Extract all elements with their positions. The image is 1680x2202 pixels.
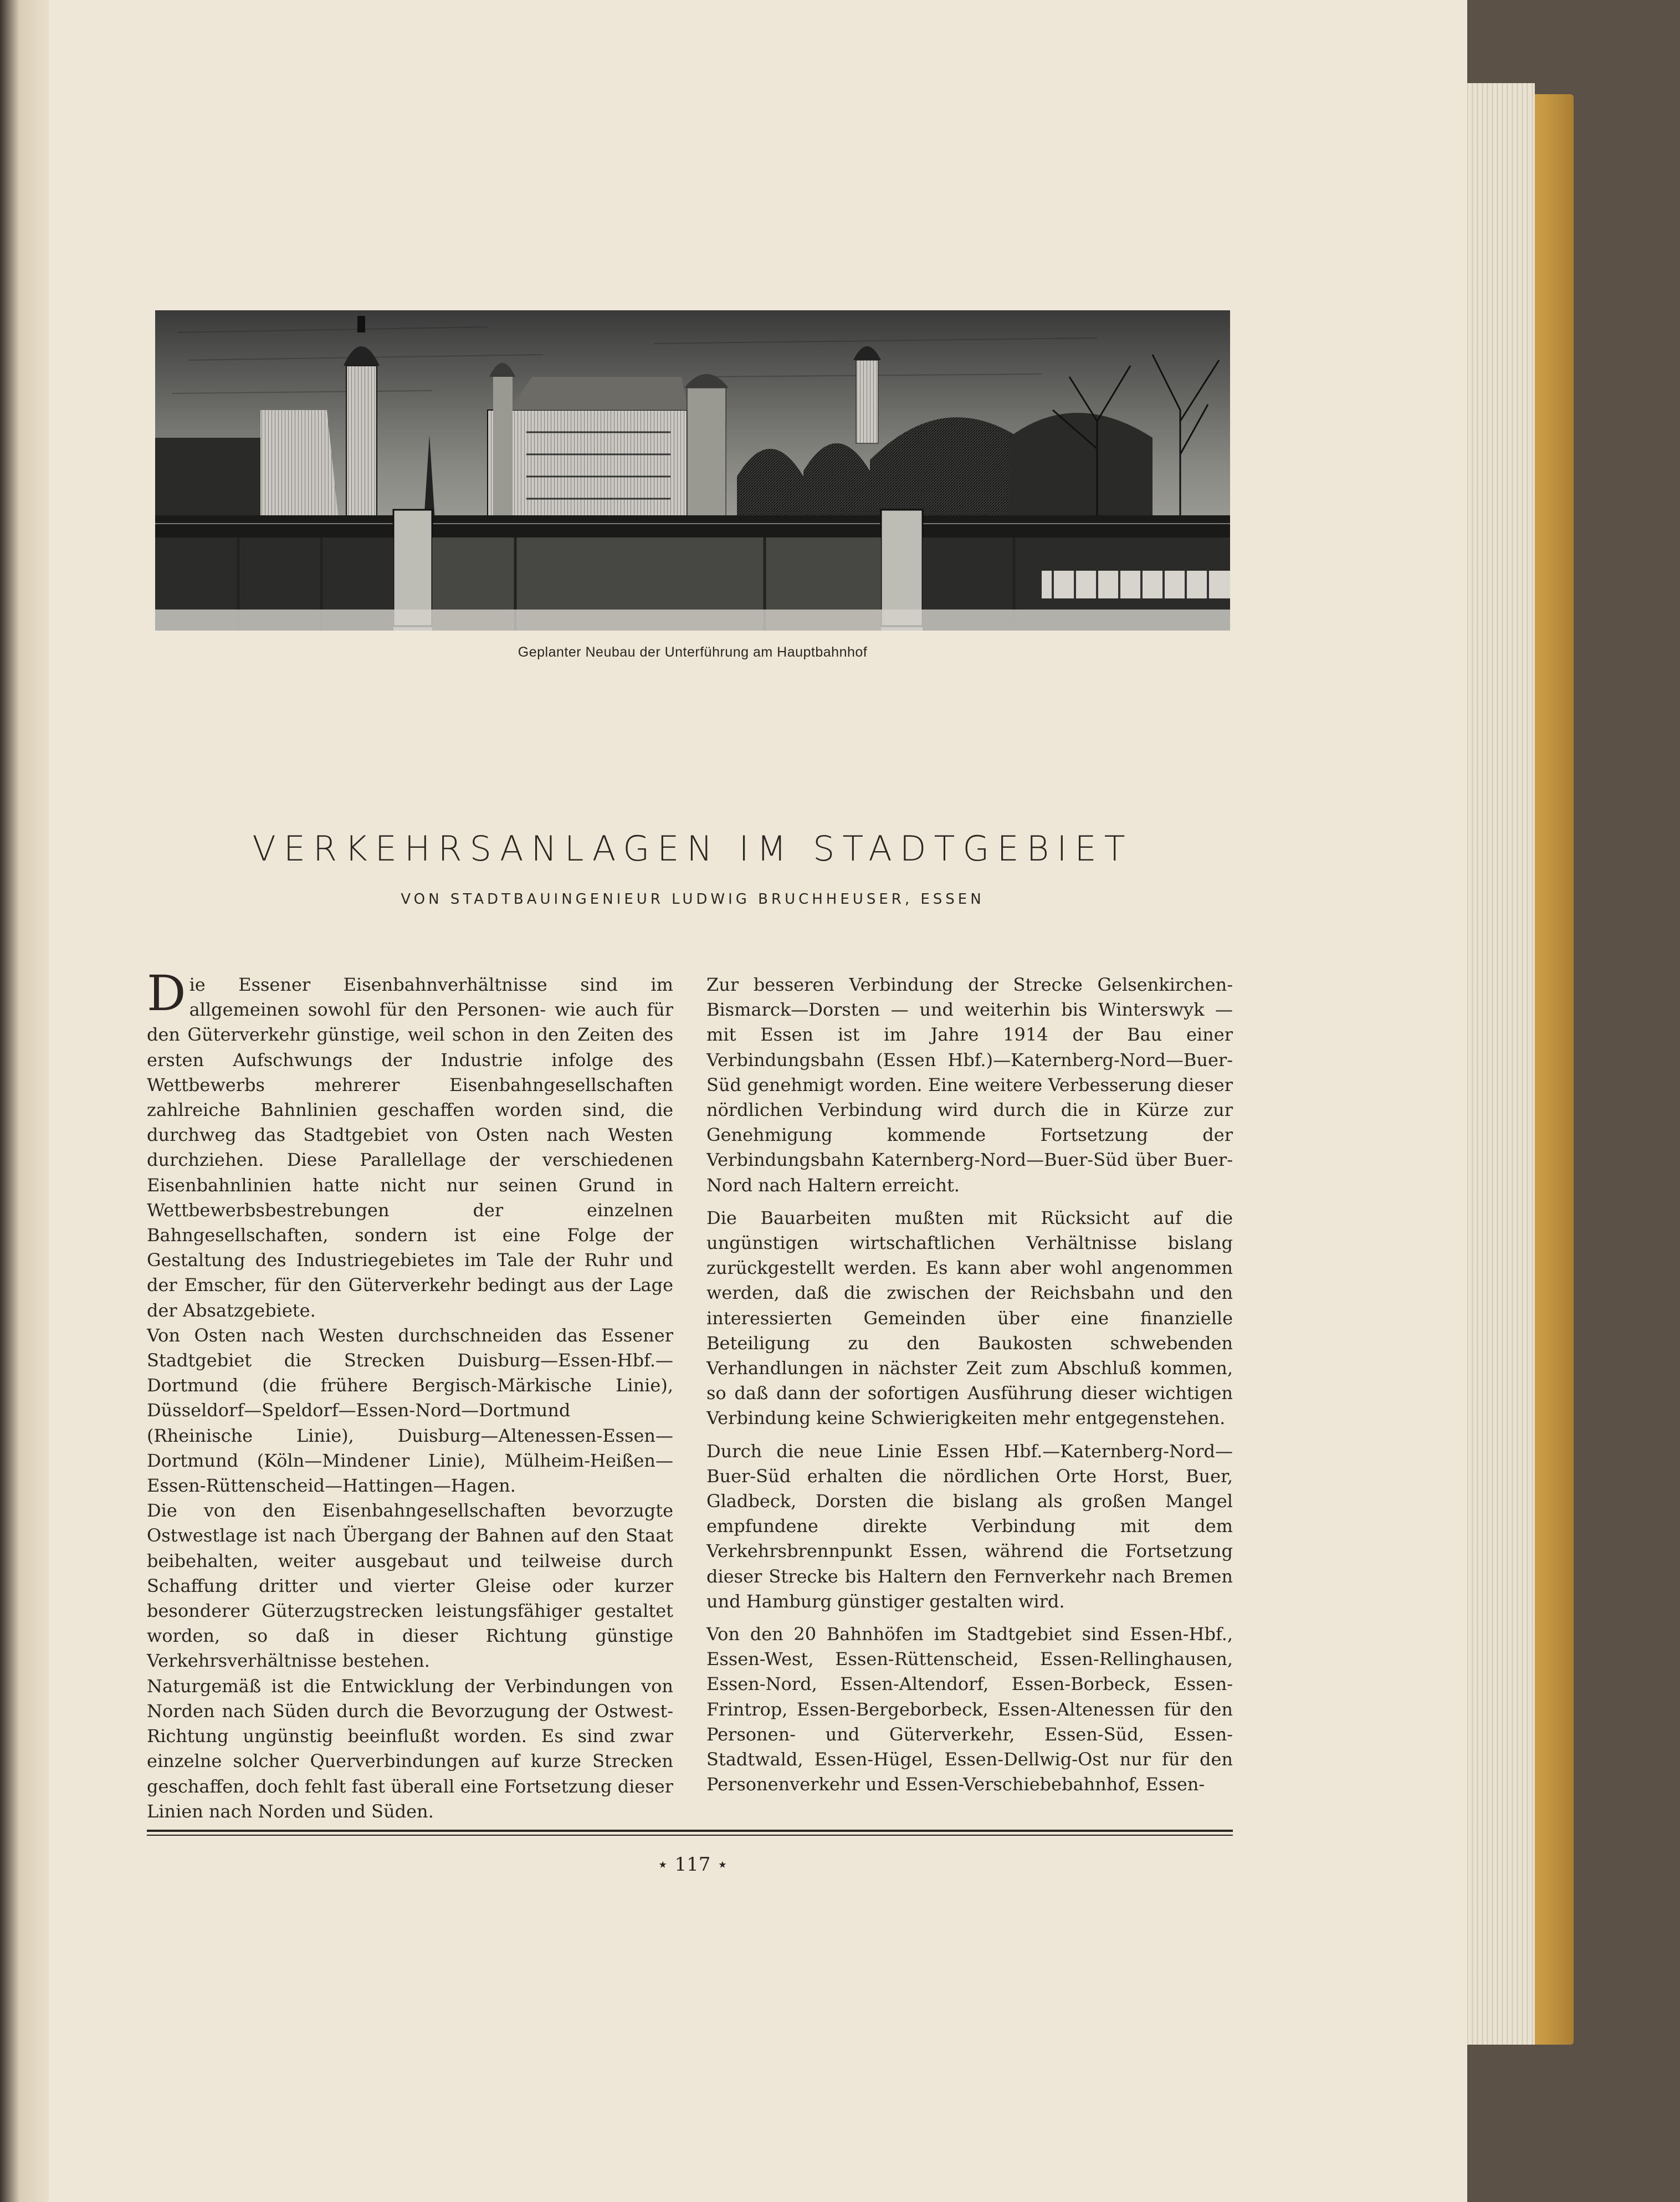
paragraph [147, 965, 673, 1323]
left-column [147, 965, 673, 1824]
article-title: VERKEHRSANLAGEN IM STADTGEBIET [252, 828, 1133, 869]
page-number: ⋆ 117 ⋆ [657, 1853, 729, 1876]
article-byline: VON STADTBAUINGENIEUR LUDWIG BRUCHHEUSER, ESSEN [401, 891, 985, 908]
station-illustration [155, 310, 1230, 631]
footer-rule [147, 1830, 1233, 1832]
paragraph: Von den 20 Bahnhöfen im Stadtgebiet sind Essen-Hbf., Essen-West, Essen-Rüttenscheid, Essen-Rellinghausen, Essen-Nord, Essen-Altendorf, Essen-Borbeck, Essen-Frintrop, Essen-Bergeborbeck, Essen-Altenessen für den Personen- und Güterverkehr, Essen-Süd, Essen-Stadtwald, Essen-Hügel, Essen-Dellwig-Ost nur für den Personenverkehr und Essen-Verschiebebahnhof, Essen- [706, 1624, 1233, 1795]
footer-rule-thin [147, 1835, 1233, 1836]
paragraph: Zur besseren Verbindung der Strecke Gelsenkirchen-Bismarck—Dorsten — und weiterhin bis Winterswyk — mit Essen ist im Jahre 1914 der Bau einer Verbindungsbahn (Essen Hbf.)—Katernberg-Nord—Buer-Süd genehmigt worden. Eine weitere Verbesserung dieser nördlichen Verbindung wird durch die in Kürze zur Genehmigung kommende Fortsetzung der Verbindungsbahn Katernberg-Nord—Buer-Süd über Buer-Nord nach Haltern erreicht. [706, 974, 1233, 1196]
station-drawing [155, 310, 1230, 631]
figure-caption: Geplanter Neubau der Unterführung am Hauptbahnhof [518, 644, 868, 660]
paragraph: Von Osten nach Westen durchschneiden das Essener Stadtgebiet die Strecken Duisburg—Essen-Hbf.—Dortmund (die frühere Bergisch-Märkische Linie), Düsseldorf—Speldorf—Essen-Nord—Dortmund (Rheinische Linie), Duisburg—Altenessen-Essen—Dortmund (Köln—Mindener Linie), Mülheim-Heißen—Essen-Rüttenscheid—Hattingen—Hagen. [147, 1324, 673, 1497]
right-column [706, 972, 1233, 1798]
paragraph: Die von den Eisenbahngesellschaften bevorzugte Ostwestlage ist nach Übergang der Bahnen auf den Staat beibehalten, weiter ausgebaut und teilweise durch Schaffung dritter und vierter Gleise oder kurzer besonderer Güterzugstrecken leistungsfähiger gestaltet worden, so daß in dieser Richtung günstige Verkehrsverhältnisse bestehen. [147, 1500, 673, 1672]
drop-cap: D [147, 965, 186, 1022]
paragraph: Naturgemäß ist die Entwicklung der Verbindungen von Norden nach Süden durch die Bevorzugung der Ostwest-Richtung ungünstig beeinflußt worden. Es sind zwar einzelne solcher Querverbindungen auf kurze Strecken geschaffen, doch fehlt fast überall eine Fortsetzung dieser Linien nach Norden und Süden. [147, 1675, 673, 1822]
paragraph: Durch die neue Linie Essen Hbf.—Katernberg-Nord—Buer-Süd erhalten die nördlichen Orte Horst, Buer, Gladbeck, Dorsten die bislang als großen Mangel empfundene direkte Verbindung mit dem Verkehrsbrennpunkt Essen, während die Fortsetzung dieser Strecke bis Haltern den Fernverkehr nach Bremen und Hamburg günstiger gestalten wird. [706, 1440, 1233, 1612]
paragraph-text: ie Essener Eisenbahnverhältnisse sind im allgemeinen sowohl für den Personen- wie auch für den Güterverkehr günstige, weil schon in den Zeiten des ersten Aufschwungs der Industrie infolge des Wettbewerbs mehrerer Eisenbahngesellschaften zahlreiche Bahnlinien geschaffen worden sind, die durchweg das Stadtgebiet von Osten nach Westen durchziehen. Diese Parallellage der verschiedenen Eisenbahnlinien hatte nicht nur seinen Grund in Wettbewerbsbestrebungen der einzelnen Bahngesellschaften, sondern ist eine Folge der Gestaltung des Industriegebietes im Tale der Ruhr und der Emscher, für den Güterverkehr bedingt aus der Lage der Absatzgebiete. [147, 974, 673, 1321]
previous-page-edge [0, 0, 49, 2202]
paragraph: Die Bauarbeiten mußten mit Rücksicht auf die ungünstigen wirtschaftlichen Verhältnisse bislang zurückgestellt werden. Es kann aber wohl angenommen werden, daß die zwischen der Reichsbahn und den interessierten Gemeinden über eine finanzielle Beteiligung zu den Baukosten schwebenden Verhandlungen in nächster Zeit zum Abschluß kommen, so daß dann der sofortigen Ausführung dieser wichtigen Verbindung keine Schwierigkeiten mehr entgegenstehen. [706, 1207, 1233, 1429]
